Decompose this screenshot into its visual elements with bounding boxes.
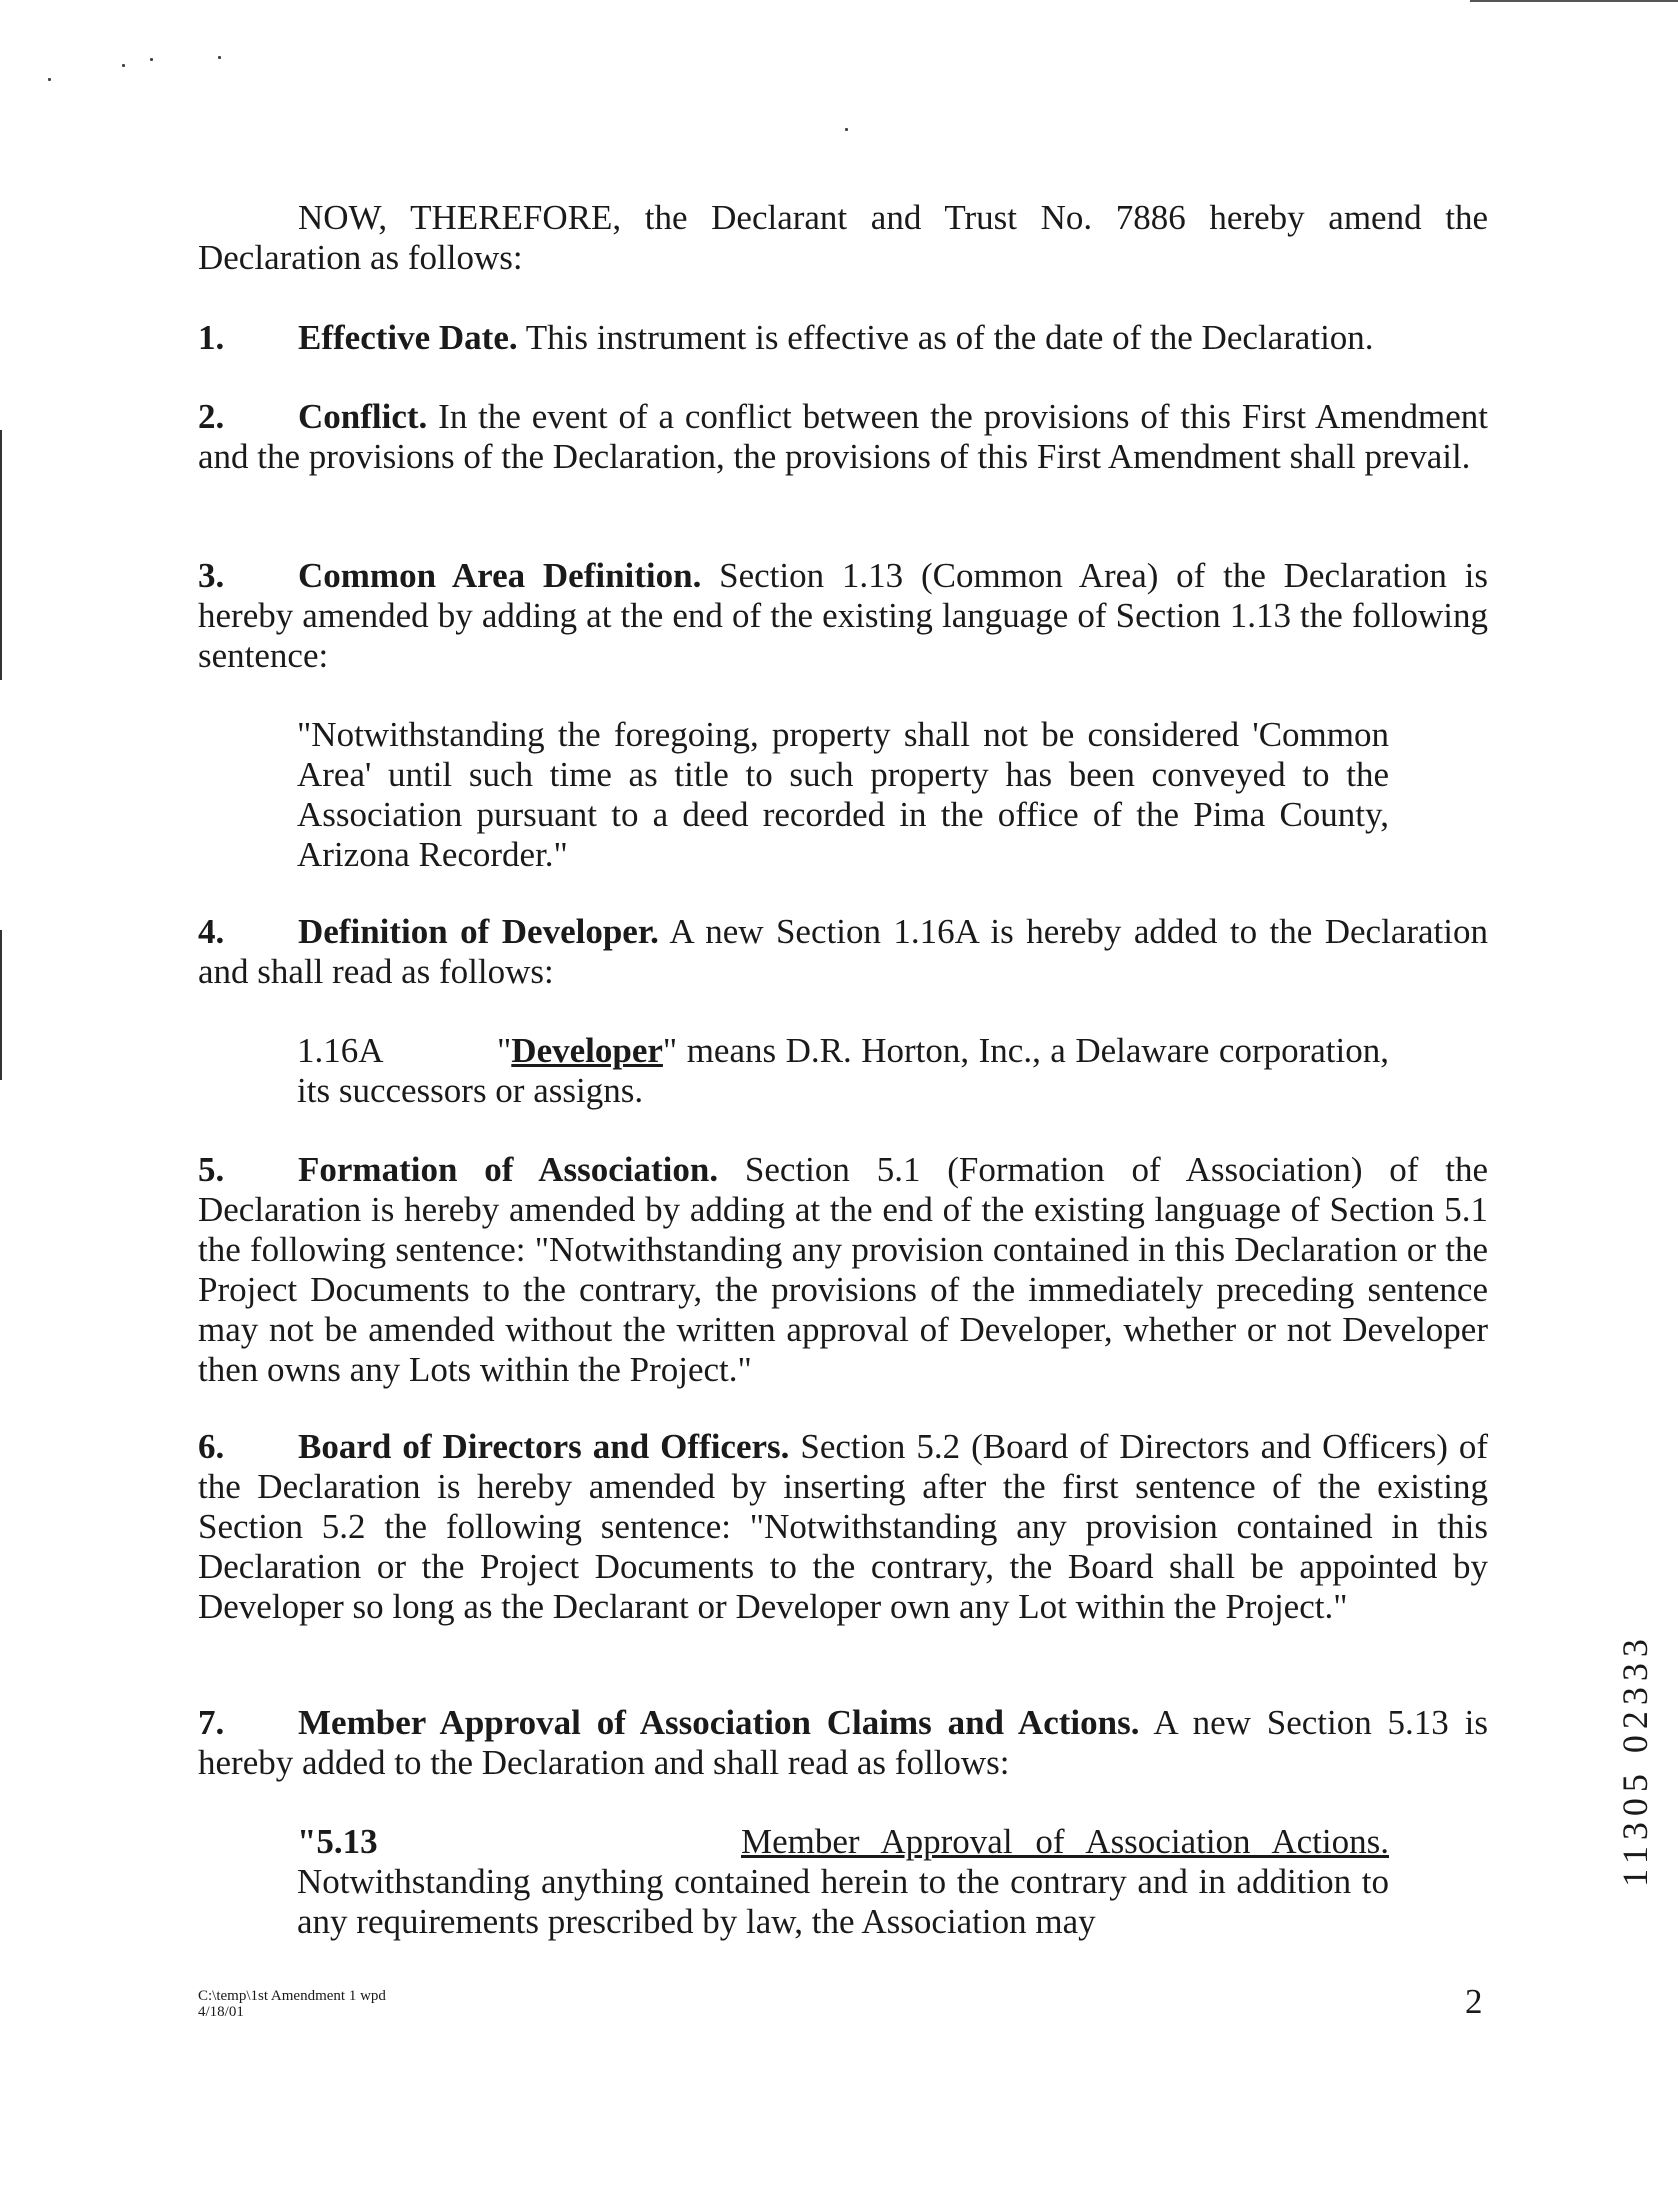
section-text: Section 1.13 (Common Area) of the Declaration is hereby amended by adding at the end of the existing language of Section 1.13 the following sentence: [198, 556, 1488, 675]
section-heading: Member Approval of Association Claims and Actions. [298, 1703, 1140, 1742]
scan-edge-line [1470, 0, 1678, 2]
section-text: A new Section 1.16A is hereby added to the Declaration and shall read as follows: [198, 912, 1488, 991]
section-number: 6. [198, 1427, 225, 1466]
section-7 [198, 1703, 1488, 1783]
footer-path: C:\temp\1st Amendment 1 wpd [198, 1988, 386, 2004]
section-text: Section 5.2 (Board of Directors and Officers) of the Declaration is hereby amended by inserting after the first sentence of the existing Section 5.2 the following sentence: "Notwithstanding any provision contained in this Declaration or the Project Documents to the contrary, the Board shall be appointed by Developer so long as the Declarant or Developer own any Lot within the Project." [198, 1427, 1488, 1626]
section-number: 7. [198, 1703, 225, 1742]
scan-margin-mark [0, 930, 2, 1080]
section-3 [198, 556, 1488, 676]
section-number: 1. [198, 318, 225, 357]
scan-speck [845, 128, 848, 131]
section-heading: Board of Directors and Officers. [298, 1427, 790, 1466]
recording-stamp [1610, 1590, 1660, 1930]
section-number: 4. [198, 912, 225, 951]
defined-term: Developer [511, 1031, 663, 1070]
section-number: "5.13 [297, 1822, 378, 1861]
quote-member-approval [297, 1822, 1389, 1942]
quote-body: Notwithstanding anything contained herein to the contrary and in addition to any requirements prescribed by law, the Association may [297, 1862, 1389, 1941]
definition-number: 1.16A [297, 1031, 384, 1070]
section-number: 3. [198, 556, 225, 595]
section-5 [198, 1150, 1488, 1390]
section-4 [198, 912, 1488, 992]
section-heading: Formation of Association. [298, 1150, 719, 1189]
section-title: Member Approval of Association Actions. [740, 1822, 1389, 1861]
definition-text: " means D.R. Horton, Inc., a Delaware corporation, its successors or assigns. [297, 1031, 1389, 1110]
scan-speck [122, 64, 125, 67]
open-quote: " [497, 1031, 512, 1070]
section-number: 2. [198, 397, 225, 436]
quote-developer-definition [297, 1031, 1389, 1111]
recording-stamp-text: 11305 02333 [1615, 1633, 1655, 1887]
section-2 [198, 397, 1488, 477]
section-6 [198, 1427, 1488, 1627]
section-heading: Definition of Developer. [298, 912, 659, 951]
section-heading: Conflict. [298, 397, 428, 436]
scan-margin-mark [0, 430, 2, 680]
quote-heading-line [297, 1822, 1389, 1862]
section-text: In the event of a conflict between the provisions of this First Amendment and the provisions of the Declaration, the provisions of this First Amendment shall prevail. [198, 397, 1488, 476]
section-1 [198, 318, 1488, 358]
section-text: A new Section 5.13 is hereby added to the Declaration and shall read as follows: [198, 1703, 1488, 1782]
scan-speck [48, 78, 51, 81]
section-heading: Effective Date. [298, 318, 518, 357]
footer-date: 4/18/01 [198, 2004, 244, 2020]
scan-speck [150, 58, 153, 61]
quote-common-area: "Notwithstanding the foregoing, property shall not be considered 'Common Area' until such time as title to such property has been conveyed to the Association pursuant to a deed recorded in the office of the Pima County, Arizona Recorder." [297, 715, 1389, 874]
section-heading: Common Area Definition. [298, 556, 702, 595]
section-text: Section 5.1 (Formation of Association) of the Declaration is hereby amended by adding at the end of the existing language of Section 5.1 the following sentence: "Notwithstanding any provision contained in this Declaration or the Project Documents to the contrary, the provisions of the immediately preceding sentence may not be amended without the written approval of Developer, whether or not Developer then owns any Lots within the Project." [198, 1150, 1488, 1389]
section-text: This instrument is effective as of the date of the Declaration. [517, 318, 1374, 357]
page-number: 2 [1465, 1982, 1483, 2021]
scan-speck [218, 56, 221, 59]
intro-paragraph: NOW, THEREFORE, the Declarant and Trust No. 7886 hereby amend the Declaration as follows: [198, 198, 1488, 277]
footer-file-info [198, 1988, 386, 2020]
section-number: 5. [198, 1150, 225, 1189]
